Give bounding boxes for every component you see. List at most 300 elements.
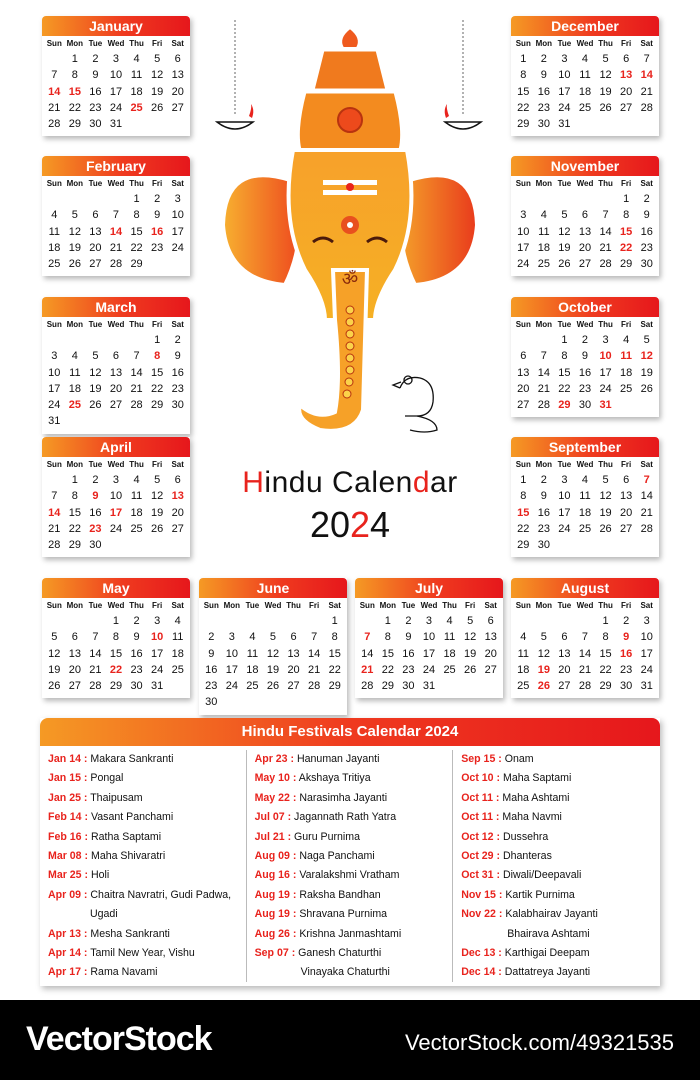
day-cell: 19 [151, 85, 164, 98]
month-title: December [511, 16, 659, 36]
day-cell: 8 [71, 69, 78, 82]
day-cell: 25 [537, 258, 550, 271]
festival-row [48, 944, 246, 963]
day-cell: 19 [599, 85, 612, 98]
day-cell: 6 [561, 631, 568, 644]
day-cell: 2 [174, 334, 181, 346]
weekday-header: Mon [223, 601, 241, 610]
festival-row [461, 963, 660, 982]
day-cell: 27 [558, 680, 571, 693]
month-title: April [42, 437, 190, 457]
month-october [511, 297, 659, 417]
weekday-header: Sat [640, 320, 653, 329]
day-cell: 11 [517, 647, 529, 660]
month-day-grid [511, 36, 659, 136]
weekday-header: Mon [66, 39, 84, 48]
day-cell: 23 [640, 241, 653, 254]
day-cell: 30 [537, 539, 550, 552]
day-cell: 5 [269, 631, 277, 644]
day-cell: 22 [517, 522, 530, 535]
day-cell: 26 [68, 258, 81, 271]
day-cell: 17 [109, 506, 123, 519]
day-cell: 10 [599, 350, 612, 363]
empty-cell [85, 191, 106, 207]
day-cell: 2 [133, 615, 140, 627]
weekday-header: Sat [640, 601, 653, 610]
weekday-header: Tue [557, 601, 572, 610]
festival-name: Maha Shivaratri [88, 850, 166, 863]
day-cell: 12 [537, 647, 550, 660]
day-cell: 30 [130, 680, 143, 693]
day-cell: 20 [171, 506, 184, 519]
weekday-header: Sat [640, 39, 653, 48]
day-cell: 23 [89, 522, 102, 535]
day-cell: 17 [517, 241, 530, 254]
day-cell: 17 [558, 506, 571, 519]
day-cell: 17 [48, 382, 61, 395]
festival-date: Nov 22 : [461, 908, 503, 921]
empty-cell [44, 613, 65, 629]
festival-date: Feb 14 : [48, 811, 89, 824]
empty-cell [513, 332, 534, 348]
day-cell: 15 [599, 647, 612, 660]
day-cell: 9 [92, 490, 99, 503]
day-cell: 22 [151, 382, 164, 395]
empty-cell [534, 332, 555, 348]
weekday-header: Sun [359, 601, 375, 610]
day-cell: 13 [620, 69, 633, 82]
day-cell: 20 [484, 647, 497, 660]
day-cell: 17 [171, 225, 184, 238]
weekday-header: Tue [557, 320, 572, 329]
title-part: indu Calen [264, 466, 413, 499]
weekday-header: Sun [515, 460, 531, 469]
day-cell: 7 [643, 53, 650, 65]
day-cell: 9 [540, 69, 547, 82]
day-cell: 14 [89, 647, 102, 660]
festival-name: Narasimha Jayanti [296, 791, 388, 804]
day-cell: 24 [109, 101, 123, 114]
month-day-grid [511, 176, 659, 276]
day-cell: 20 [620, 85, 633, 98]
day-cell: 24 [171, 241, 184, 254]
day-cell: 21 [537, 382, 550, 395]
festival-date: Sep 07 : [254, 947, 296, 960]
day-cell: 16 [205, 663, 218, 676]
festival-name: Raksha Bandhan [296, 888, 381, 901]
festival-row [461, 828, 660, 847]
day-cell: 28 [308, 680, 321, 693]
day-cell: 20 [171, 85, 184, 98]
weekday-header: Tue [401, 601, 416, 610]
day-cell: 14 [48, 85, 61, 98]
weekday-header: Thu [129, 39, 144, 48]
day-cell: 1 [384, 615, 391, 627]
month-december [511, 16, 659, 136]
empty-cell [554, 191, 575, 207]
day-cell: 5 [540, 631, 547, 644]
day-cell: 22 [328, 663, 341, 676]
empty-cell [283, 613, 304, 629]
day-cell: 6 [623, 53, 630, 65]
day-cell: 23 [205, 680, 218, 693]
month-title: July [355, 578, 503, 598]
weekday-header: Mon [66, 460, 84, 469]
day-cell: 26 [640, 382, 653, 395]
calendar-year [205, 504, 495, 546]
day-cell: 20 [558, 663, 571, 676]
weekday-header: Thu [129, 179, 144, 188]
day-cell: 10 [640, 631, 653, 644]
day-cell: 23 [89, 101, 102, 114]
day-cell: 31 [48, 415, 61, 428]
festival-column [247, 750, 454, 982]
day-cell: 2 [643, 193, 650, 205]
weekday-header: Tue [88, 601, 103, 610]
day-cell: 26 [89, 399, 102, 412]
day-cell: 13 [484, 631, 497, 644]
day-cell: 4 [520, 631, 527, 644]
day-cell: 17 [640, 647, 653, 660]
weekday-header: Thu [129, 320, 144, 329]
weekday-header: Sun [515, 39, 531, 48]
day-cell: 22 [68, 101, 81, 114]
day-cell: 18 [537, 241, 550, 254]
day-cell: 29 [68, 118, 81, 131]
weekday-header: Sat [171, 601, 184, 610]
weekday-header: Mon [535, 39, 553, 48]
day-cell: 14 [48, 506, 61, 519]
day-cell: 10 [517, 225, 530, 238]
day-cell: 25 [130, 101, 143, 114]
day-cell: 30 [620, 680, 633, 693]
day-cell: 19 [266, 663, 280, 676]
day-cell: 15 [151, 366, 164, 379]
day-cell: 6 [174, 474, 181, 486]
weekday-header: Tue [88, 39, 103, 48]
day-cell: 30 [578, 399, 592, 412]
day-cell: 29 [517, 118, 530, 131]
day-cell: 7 [540, 350, 547, 363]
festival-row [255, 905, 453, 924]
day-cell: 30 [89, 118, 102, 131]
weekday-header: Thu [129, 601, 144, 610]
month-march [42, 297, 190, 434]
weekday-header: Fri [152, 601, 163, 610]
day-cell: 11 [579, 490, 591, 503]
festival-row [48, 750, 246, 769]
day-cell: 16 [578, 366, 592, 379]
day-cell: 25 [68, 399, 81, 412]
day-cell: 8 [602, 631, 609, 644]
weekday-header: Sun [46, 601, 62, 610]
day-cell: 18 [130, 85, 143, 98]
empty-cell [513, 613, 534, 629]
day-cell: 8 [561, 350, 568, 363]
day-cell: 27 [171, 101, 184, 114]
weekday-header: Wed [107, 179, 125, 188]
weekday-header: Wed [576, 460, 594, 469]
weekday-header: Tue [245, 601, 260, 610]
day-cell: 3 [174, 193, 181, 205]
day-cell: 11 [48, 225, 60, 238]
day-cell: 28 [640, 522, 653, 535]
month-title: November [511, 156, 659, 176]
day-cell: 29 [599, 680, 612, 693]
day-cell: 27 [620, 522, 633, 535]
festival-name: Holi [88, 869, 110, 882]
month-september [511, 437, 659, 557]
day-cell: 29 [517, 539, 530, 552]
day-cell: 29 [558, 399, 571, 412]
empty-cell [242, 613, 263, 629]
day-cell: 4 [133, 53, 140, 65]
brand-logo: VectorStock [26, 1020, 212, 1058]
day-cell: 3 [51, 350, 58, 363]
weekday-header: Sat [171, 320, 184, 329]
day-cell: 18 [48, 241, 61, 254]
festival-name: Hanuman Jayanti [294, 753, 380, 765]
day-cell: 12 [464, 631, 477, 644]
festival-date: Dec 14 : [461, 966, 502, 979]
empty-cell [85, 613, 106, 629]
day-cell: 3 [602, 334, 609, 346]
day-cell: 6 [623, 474, 630, 486]
day-cell: 13 [558, 647, 571, 660]
empty-cell [126, 332, 147, 348]
day-cell: 7 [51, 490, 58, 503]
weekday-header: Sat [171, 179, 184, 188]
empty-cell [106, 332, 127, 348]
day-cell: 2 [208, 631, 215, 644]
day-cell: 5 [467, 615, 474, 627]
weekday-header: Tue [557, 39, 572, 48]
festival-name: Tamil New Year, Vishu [87, 947, 195, 960]
festival-name: Akshaya Tritiya [296, 772, 371, 785]
weekday-header: Thu [598, 39, 613, 48]
festival-date: Jan 14 : [48, 753, 88, 765]
weekday-header: Fri [152, 320, 163, 329]
weekday-header: Tue [557, 460, 572, 469]
festival-row [461, 769, 660, 788]
festival-name: Guru Purnima [291, 830, 360, 843]
weekday-header: Thu [286, 601, 301, 610]
day-cell: 20 [287, 663, 300, 676]
day-cell: 3 [112, 53, 120, 65]
weekday-header: Mon [535, 601, 553, 610]
empty-cell [595, 191, 616, 207]
day-cell: 26 [151, 522, 164, 535]
festival-row [48, 866, 246, 885]
day-cell: 19 [599, 506, 612, 519]
month-title: October [511, 297, 659, 317]
day-cell: 7 [581, 631, 589, 644]
day-cell: 16 [537, 85, 550, 98]
day-cell: 1 [71, 474, 78, 486]
day-cell: 15 [620, 225, 633, 238]
day-cell: 16 [130, 647, 143, 660]
day-cell: 13 [68, 647, 81, 660]
year-part: 2 [349, 504, 371, 545]
day-cell: 6 [174, 53, 181, 65]
day-cell: 11 [171, 631, 184, 644]
day-cell: 16 [171, 366, 184, 379]
day-cell: 30 [89, 539, 102, 552]
day-cell: 30 [171, 399, 184, 412]
festival-name: Vinayaka Chaturthi [300, 966, 390, 979]
day-cell: 29 [130, 258, 143, 271]
month-november [511, 156, 659, 276]
festival-date: Oct 12 : [461, 830, 501, 843]
day-cell: 23 [537, 101, 550, 114]
month-title: January [42, 16, 190, 36]
month-august [511, 578, 659, 698]
weekday-header: Sat [640, 179, 653, 188]
month-january [42, 16, 190, 136]
day-cell: 25 [171, 663, 184, 676]
month-day-grid [199, 598, 347, 715]
day-cell: 11 [620, 350, 632, 363]
day-cell: 28 [130, 399, 143, 412]
festival-row [461, 750, 660, 769]
day-cell: 18 [578, 506, 592, 519]
day-cell: 2 [540, 474, 547, 486]
day-cell: 24 [225, 680, 238, 693]
day-cell: 27 [517, 399, 530, 412]
day-cell: 12 [599, 490, 612, 503]
day-cell: 15 [68, 506, 81, 519]
calendar-title [205, 466, 495, 500]
empty-cell [534, 613, 555, 629]
day-cell: 9 [133, 631, 140, 644]
day-cell: 22 [517, 101, 530, 114]
empty-cell [65, 332, 86, 348]
festival-row [48, 808, 246, 827]
day-cell: 3 [643, 615, 650, 627]
day-cell: 17 [109, 85, 123, 98]
day-cell: 19 [558, 241, 571, 254]
footer-bar [0, 1000, 700, 1080]
day-cell: 20 [89, 241, 102, 254]
weekday-header: Tue [557, 179, 572, 188]
day-cell: 25 [130, 522, 143, 535]
day-cell: 12 [68, 225, 81, 238]
day-cell: 13 [171, 490, 184, 503]
festival-name: Mesha Sankranti [87, 927, 170, 940]
festival-date: Oct 11 : [461, 791, 500, 804]
day-cell: 15 [68, 85, 81, 98]
day-cell: 4 [51, 209, 58, 222]
festival-name: Maha Ashtami [499, 791, 570, 804]
festival-name: Chaitra Navratri, Gudi Padwa, [87, 888, 232, 901]
weekday-header: Sun [46, 179, 62, 188]
festival-row [48, 828, 246, 847]
day-cell: 12 [151, 69, 164, 82]
festival-date: Apr 13 : [48, 927, 88, 940]
day-cell: 28 [48, 118, 61, 131]
day-cell: 15 [381, 647, 394, 660]
day-cell: 18 [246, 663, 259, 676]
day-cell: 17 [558, 85, 571, 98]
day-cell: 28 [48, 539, 61, 552]
weekday-header: Sun [515, 601, 531, 610]
festival-row [255, 808, 453, 827]
day-cell: 20 [517, 382, 530, 395]
day-cell: 21 [361, 663, 374, 676]
day-cell: 2 [405, 615, 412, 627]
festival-date: Oct 29 : [461, 850, 501, 863]
festival-date: Aug 26 : [254, 927, 297, 940]
empty-cell [554, 613, 575, 629]
festival-name: Bhairava Ashtami [507, 927, 590, 940]
day-cell: 25 [246, 680, 259, 693]
day-cell: 27 [171, 522, 184, 535]
day-cell: 18 [443, 647, 456, 660]
day-cell: 25 [620, 382, 633, 395]
day-cell: 31 [558, 118, 571, 131]
day-cell: 22 [109, 663, 123, 676]
day-cell: 20 [578, 241, 592, 254]
festival-date: Jul 07 : [254, 811, 292, 824]
day-cell: 24 [558, 522, 571, 535]
festival-date: May 22 : [254, 791, 297, 804]
day-cell: 11 [130, 69, 143, 82]
festival-row [255, 866, 453, 885]
title-part: H [242, 466, 265, 499]
day-cell: 4 [446, 615, 453, 627]
weekday-header: Fri [309, 601, 320, 610]
day-cell: 9 [405, 631, 412, 644]
day-cell: 12 [599, 69, 612, 82]
festival-row [48, 847, 246, 866]
day-cell: 9 [154, 209, 161, 222]
day-cell: 15 [517, 506, 530, 519]
day-cell: 2 [581, 334, 589, 346]
ganesha-illustration [205, 20, 495, 440]
weekday-header: Sun [515, 179, 531, 188]
day-cell: 4 [249, 631, 256, 644]
day-cell: 21 [308, 663, 321, 676]
weekday-header: Fri [152, 39, 163, 48]
day-cell: 14 [109, 225, 123, 238]
day-cell: 3 [561, 474, 568, 486]
day-cell: 11 [130, 490, 143, 503]
weekday-header: Sun [46, 320, 62, 329]
month-day-grid [511, 457, 659, 557]
month-day-grid [42, 317, 190, 434]
day-cell: 29 [68, 539, 81, 552]
day-cell: 4 [71, 350, 78, 363]
day-cell: 5 [71, 209, 78, 222]
festival-name: Karthigai Deepam [501, 947, 590, 960]
day-cell: 3 [112, 474, 120, 486]
day-cell: 28 [89, 680, 102, 693]
day-cell: 21 [640, 506, 653, 519]
day-cell: 14 [308, 647, 321, 660]
festival-date: Jul 21 : [254, 830, 292, 843]
festival-name: Shravana Purnima [296, 908, 388, 921]
festival-row [461, 886, 660, 905]
festival-date: Aug 19 : [254, 888, 297, 901]
day-cell: 7 [92, 631, 99, 644]
festival-name: Rama Navami [87, 966, 158, 979]
weekday-header: Mon [535, 179, 553, 188]
day-cell: 8 [520, 69, 527, 82]
festival-date: Nov 15 : [461, 888, 503, 901]
weekday-header: Wed [576, 39, 594, 48]
month-title: August [511, 578, 659, 598]
day-cell: 6 [290, 631, 297, 644]
